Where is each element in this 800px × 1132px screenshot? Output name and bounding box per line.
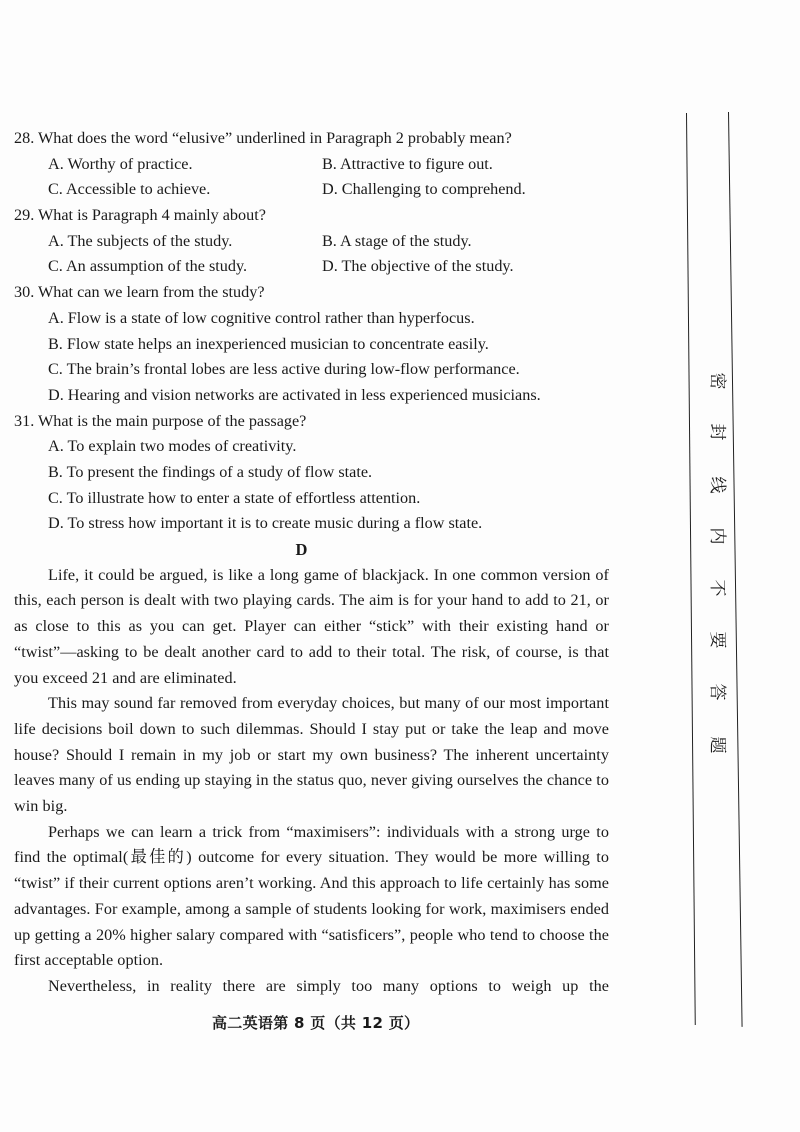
seal-char: 答 bbox=[707, 683, 727, 701]
option-b: B. Flow state helps an inexperienced musician to concentrate easily. bbox=[48, 334, 489, 353]
option-d: D. To stress how important it is to create music during a flow state. bbox=[48, 514, 483, 533]
question-29 bbox=[14, 203, 609, 280]
seal-line-left bbox=[686, 113, 696, 1025]
option-row bbox=[14, 511, 609, 537]
option-b: B. Attractive to figure out. bbox=[322, 154, 493, 173]
option-row bbox=[14, 434, 609, 460]
option-row bbox=[14, 177, 609, 203]
option-row bbox=[14, 229, 609, 255]
question-30 bbox=[14, 280, 609, 408]
option-b: B. A stage of the study. bbox=[322, 231, 472, 250]
seal-char: 内 bbox=[707, 527, 727, 545]
seal-char: 线 bbox=[707, 476, 727, 494]
question-stem: 28. What does the word “elusive” underlined in Paragraph 2 probably mean? bbox=[14, 129, 512, 147]
question-stem: 31. What is the main purpose of the passage? bbox=[14, 411, 307, 430]
option-row bbox=[14, 254, 609, 280]
option-row bbox=[14, 332, 609, 358]
seal-warning-text bbox=[700, 360, 736, 780]
question-31 bbox=[14, 409, 609, 537]
question-stem: 29. What is Paragraph 4 mainly about? bbox=[14, 206, 266, 225]
page-footer: 高二英语第 8 页（共 12 页） bbox=[212, 1014, 420, 1032]
option-a: A. Worthy of practice. bbox=[48, 154, 193, 173]
option-b: B. To present the findings of a study of flow state. bbox=[48, 462, 373, 481]
question-28 bbox=[14, 126, 609, 203]
option-c: C. The brain’s frontal lobes are less active during low-flow performance. bbox=[48, 360, 520, 379]
page-content bbox=[14, 126, 609, 1000]
option-a: A. Flow is a state of low cognitive control rather than hyperfocus. bbox=[48, 308, 475, 327]
option-d: D. Challenging to comprehend. bbox=[322, 180, 526, 199]
section-heading: D bbox=[295, 540, 308, 559]
passage-paragraph-2: This may sound far removed from everyday choices, but many of our most important life decisions boil down to such dilemmas. Should I stay put or take the leap and move house? Should I remain in my job or start my own business? The inherent uncertainty leaves many of us ending up staying in the status quo, never giving ourselves the chance to win big. bbox=[14, 694, 609, 816]
question-stem: 30. What can we learn from the study? bbox=[14, 283, 265, 302]
passage-paragraph-3: Perhaps we can learn a trick from “maximisers”: individuals with a strong urge to find the optimal(最佳的) outcome for every situation. They would be more willing to “twist” if their current options aren’t working. And this approach to life certainly has some advantages. For example, among a sample of students looking for work, maximisers ended up getting a 20% higher salary compared with “satisficers”, people who tend to choose the first acceptable option. bbox=[14, 822, 609, 970]
seal-char: 封 bbox=[707, 423, 727, 441]
option-row bbox=[14, 460, 609, 486]
option-row bbox=[14, 306, 609, 332]
option-c: C. An assumption of the study. bbox=[48, 257, 248, 276]
seal-char: 不 bbox=[707, 579, 727, 597]
option-c: C. To illustrate how to enter a state of effortless attention. bbox=[48, 488, 421, 507]
seal-char: 密 bbox=[707, 372, 727, 390]
option-row bbox=[14, 357, 609, 383]
option-row bbox=[14, 383, 609, 409]
option-d: D. The objective of the study. bbox=[322, 257, 514, 276]
option-a: A. The subjects of the study. bbox=[48, 231, 233, 250]
option-a: A. To explain two modes of creativity. bbox=[48, 437, 297, 456]
option-d: D. Hearing and vision networks are activated in less experienced musicians. bbox=[48, 385, 541, 404]
seal-char: 要 bbox=[707, 631, 727, 649]
seal-char: 题 bbox=[707, 736, 727, 754]
passage-paragraph-4: Nevertheless, in reality there are simply too many options to weigh up the bbox=[48, 976, 609, 995]
passage-paragraph-1: Life, it could be argued, is like a long game of blackjack. In one common version of this, each person is dealt with two playing cards. The aim is for your hand to add to 21, or as close to this as you can get. Player can either “stick” with their existing hand or “twist”—asking to be dealt another card to add to their total. The risk, of course, is that you exceed 21 and are eliminated. bbox=[14, 565, 609, 687]
option-c: C. Accessible to achieve. bbox=[48, 180, 211, 199]
option-row bbox=[14, 486, 609, 512]
option-row bbox=[14, 152, 609, 178]
